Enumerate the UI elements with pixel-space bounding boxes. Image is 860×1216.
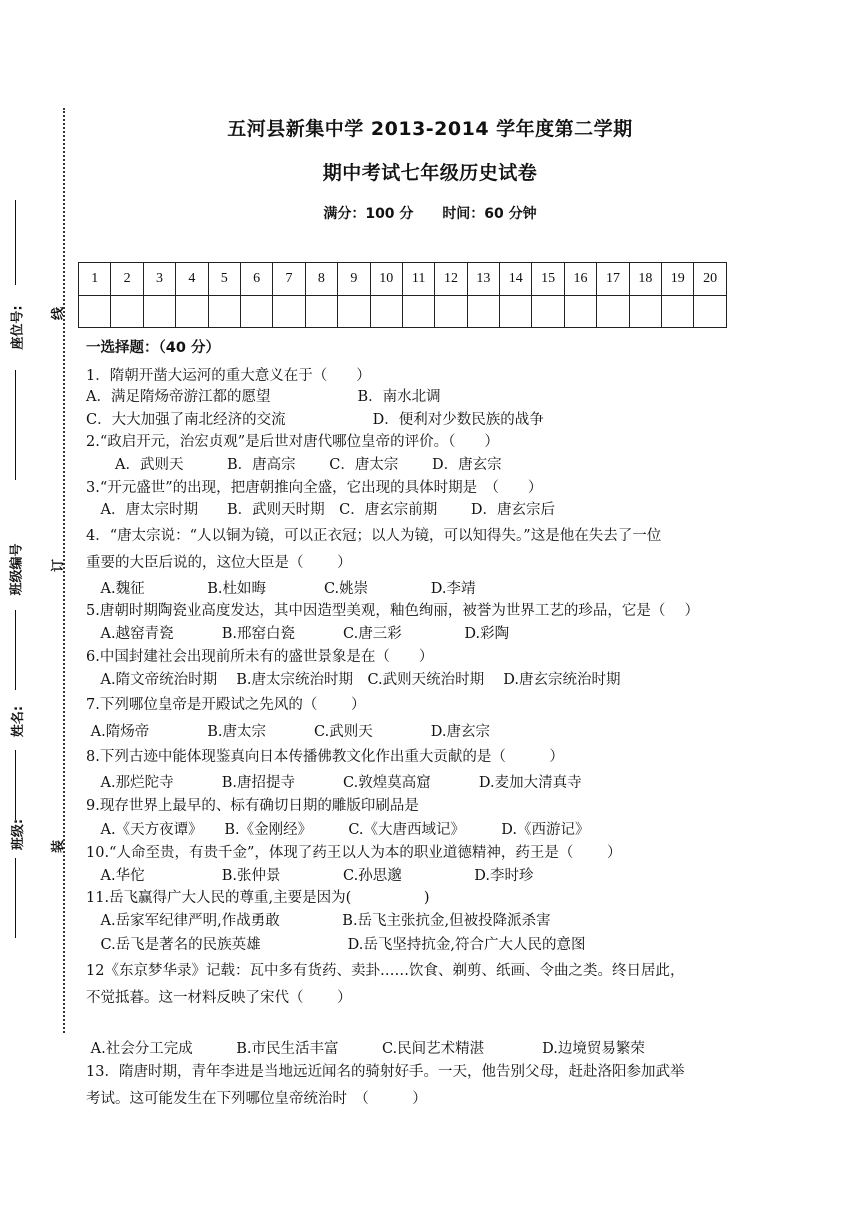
question-line: C．大大加强了南北经济的交流 D．便利对少数民族的战争	[86, 412, 544, 428]
question-line: 4．“唐太宗说：“人以铜为镜，可以正衣冠；以人为镜，可以知得失。”这是他在失去了一位	[86, 528, 662, 544]
answer-grid	[78, 262, 727, 328]
question-line: A．唐太宗时期 B．武则天时期 C．唐玄宗前期 D．唐玄宗后	[86, 502, 555, 518]
question-line: 1．隋朝开凿大运河的重大意义在于（ ）	[86, 368, 371, 384]
exam-title-line1: 五河县新集中学 2013-2014 学年度第二学期	[227, 118, 633, 140]
question-line: 6.中国封建社会出现前所未有的盛世景象是在（ ）	[86, 649, 434, 665]
question-line: A.那烂陀寺 B.唐招提寺 C.敦煌莫高窟 D.麦加大清真寺	[86, 775, 582, 791]
answer-cell[interactable]	[240, 296, 272, 328]
binding-char-xian: 线	[51, 306, 67, 321]
answer-cell[interactable]	[435, 296, 467, 328]
answer-cell[interactable]	[467, 296, 499, 328]
grid-number: 14	[500, 263, 532, 296]
seat-number-label: 座位号:	[10, 305, 26, 350]
grid-number: 15	[532, 263, 564, 296]
name-blank-line	[15, 750, 16, 820]
grid-number: 6	[240, 263, 272, 296]
answer-cell[interactable]	[402, 296, 434, 328]
grid-number: 18	[629, 263, 661, 296]
answer-cell[interactable]	[111, 296, 143, 328]
question-line: A.岳家军纪律严明,作战勇敢 B.岳飞主张抗金,但被投降派杀害	[86, 913, 551, 929]
grid-number: 7	[273, 263, 305, 296]
question-line: A.越窑青瓷 B.邢窑白瓷 C.唐三彩 D.彩陶	[86, 626, 510, 642]
binding-char-ding: 订	[51, 558, 67, 573]
question-line: A．武则天 B．唐高宗 C．唐太宗 D．唐玄宗	[86, 457, 502, 473]
class-number-blank-line	[15, 610, 16, 690]
exam-title-line2: 期中考试七年级历史试卷	[322, 162, 538, 184]
grid-number: 5	[208, 263, 240, 296]
grid-number: 3	[143, 263, 175, 296]
class-blank-line	[15, 858, 16, 938]
question-line: 2.“政启开元，治宏贞观”是后世对唐代哪位皇帝的评价。（ ）	[86, 434, 499, 450]
question-line: 5.唐朝时期陶瓷业高度发达，其中因造型美观，釉色绚丽，被誉为世界工艺的珍品，它是（ ）	[86, 603, 699, 619]
answer-cell[interactable]	[143, 296, 175, 328]
question-line: A．满足隋炀帝游江都的愿望 B．南水北调	[86, 389, 441, 405]
grid-number: 1	[79, 263, 111, 296]
question-line: 9.现存世界上最早的、标有确切日期的雕版印刷品是	[86, 798, 419, 814]
seat-blank-line-2	[15, 370, 16, 480]
grid-number: 19	[662, 263, 694, 296]
student-name-label: 姓名:	[11, 705, 27, 738]
question-line: C.岳飞是著名的民族英雄 D.岳飞坚持抗金,符合广大人民的意图	[86, 937, 586, 953]
answer-cell[interactable]	[629, 296, 661, 328]
question-line: 10.“人命至贵，有贵千金”，体现了药王以人为本的职业道德精神，药王是（ ）	[86, 845, 622, 861]
question-line: 8.下列古迹中能体现鉴真向日本传播佛教文化作出重大贡献的是（ ）	[86, 749, 564, 765]
question-line: A.魏征 B.杜如晦 C.姚崇 D.李靖	[86, 581, 476, 597]
exam-meta	[0, 203, 860, 223]
answer-cell[interactable]	[370, 296, 402, 328]
grid-number: 17	[597, 263, 629, 296]
grid-number: 8	[305, 263, 337, 296]
question-line: A.隋文帝统治时期 B.唐太宗统治时期 C.武则天统治时期 D.唐玄宗统治时期	[86, 672, 621, 688]
answer-grid-number-row	[79, 263, 727, 296]
question-line: A.华佗 B.张仲景 C.孙思邈 D.李时珍	[86, 868, 534, 884]
answer-cell[interactable]	[694, 296, 726, 328]
question-line: 13．隋唐时期，青年李进是当地远近闻名的骑射好手。一天，他告别父母，赶赴洛阳参加武举	[86, 1064, 685, 1080]
question-line: A.《天方夜谭》 B.《金刚经》 C.《大唐西域记》 D.《西游记》	[86, 822, 590, 838]
question-line: A.隋炀帝 B.唐太宗 C.武则天 D.唐玄宗	[86, 724, 490, 740]
grid-number: 4	[176, 263, 208, 296]
grid-number: 10	[370, 263, 402, 296]
grid-number: 11	[402, 263, 434, 296]
binding-char-zhuang: 装	[51, 839, 67, 854]
answer-cell[interactable]	[176, 296, 208, 328]
question-line: 12《东京梦华录》记载：瓦中多有货药、卖卦……饮食、剃剪、纸画、令曲之类。终日居此，	[86, 963, 685, 979]
answer-cell[interactable]	[208, 296, 240, 328]
answer-cell[interactable]	[662, 296, 694, 328]
answer-cell[interactable]	[79, 296, 111, 328]
answer-cell[interactable]	[338, 296, 370, 328]
question-line: 3.“开元盛世”的出现，把唐朝推向全盛，它出现的具体时期是 （ ）	[86, 480, 543, 496]
question-line: 考试。这可能发生在下列哪位皇帝统治时 （ ）	[86, 1091, 427, 1107]
full-score: 满分：100 分	[323, 206, 414, 222]
question-line: A.社会分工完成 B.市民生活丰富 C.民间艺术精湛 D.边境贸易繁荣	[86, 1041, 645, 1057]
grid-number: 16	[564, 263, 596, 296]
grid-number: 9	[338, 263, 370, 296]
answer-cell[interactable]	[500, 296, 532, 328]
answer-cell[interactable]	[273, 296, 305, 328]
question-line: 7.下列哪位皇帝是开殿试之先风的（ ）	[86, 697, 366, 713]
section-heading: 一选择题：（40 分）	[86, 340, 220, 356]
question-line: 11.岳飞赢得广大人民的尊重,主要是因为( )	[86, 890, 430, 906]
grid-number: 13	[467, 263, 499, 296]
answer-grid-answer-row	[79, 296, 727, 328]
exam-time: 时间：60 分钟	[442, 206, 537, 222]
grid-number: 12	[435, 263, 467, 296]
grid-number: 20	[694, 263, 726, 296]
answer-cell[interactable]	[564, 296, 596, 328]
answer-cell[interactable]	[597, 296, 629, 328]
answer-cell[interactable]	[305, 296, 337, 328]
grid-number: 2	[111, 263, 143, 296]
answer-cell[interactable]	[532, 296, 564, 328]
question-line: 重要的大臣后说的，这位大臣是（ ）	[86, 555, 352, 571]
class-label: 班级:	[11, 818, 27, 851]
question-line: 不觉抵暮。这一材料反映了宋代（ ）	[86, 990, 352, 1006]
class-number-label: 班级编号	[9, 543, 25, 596]
